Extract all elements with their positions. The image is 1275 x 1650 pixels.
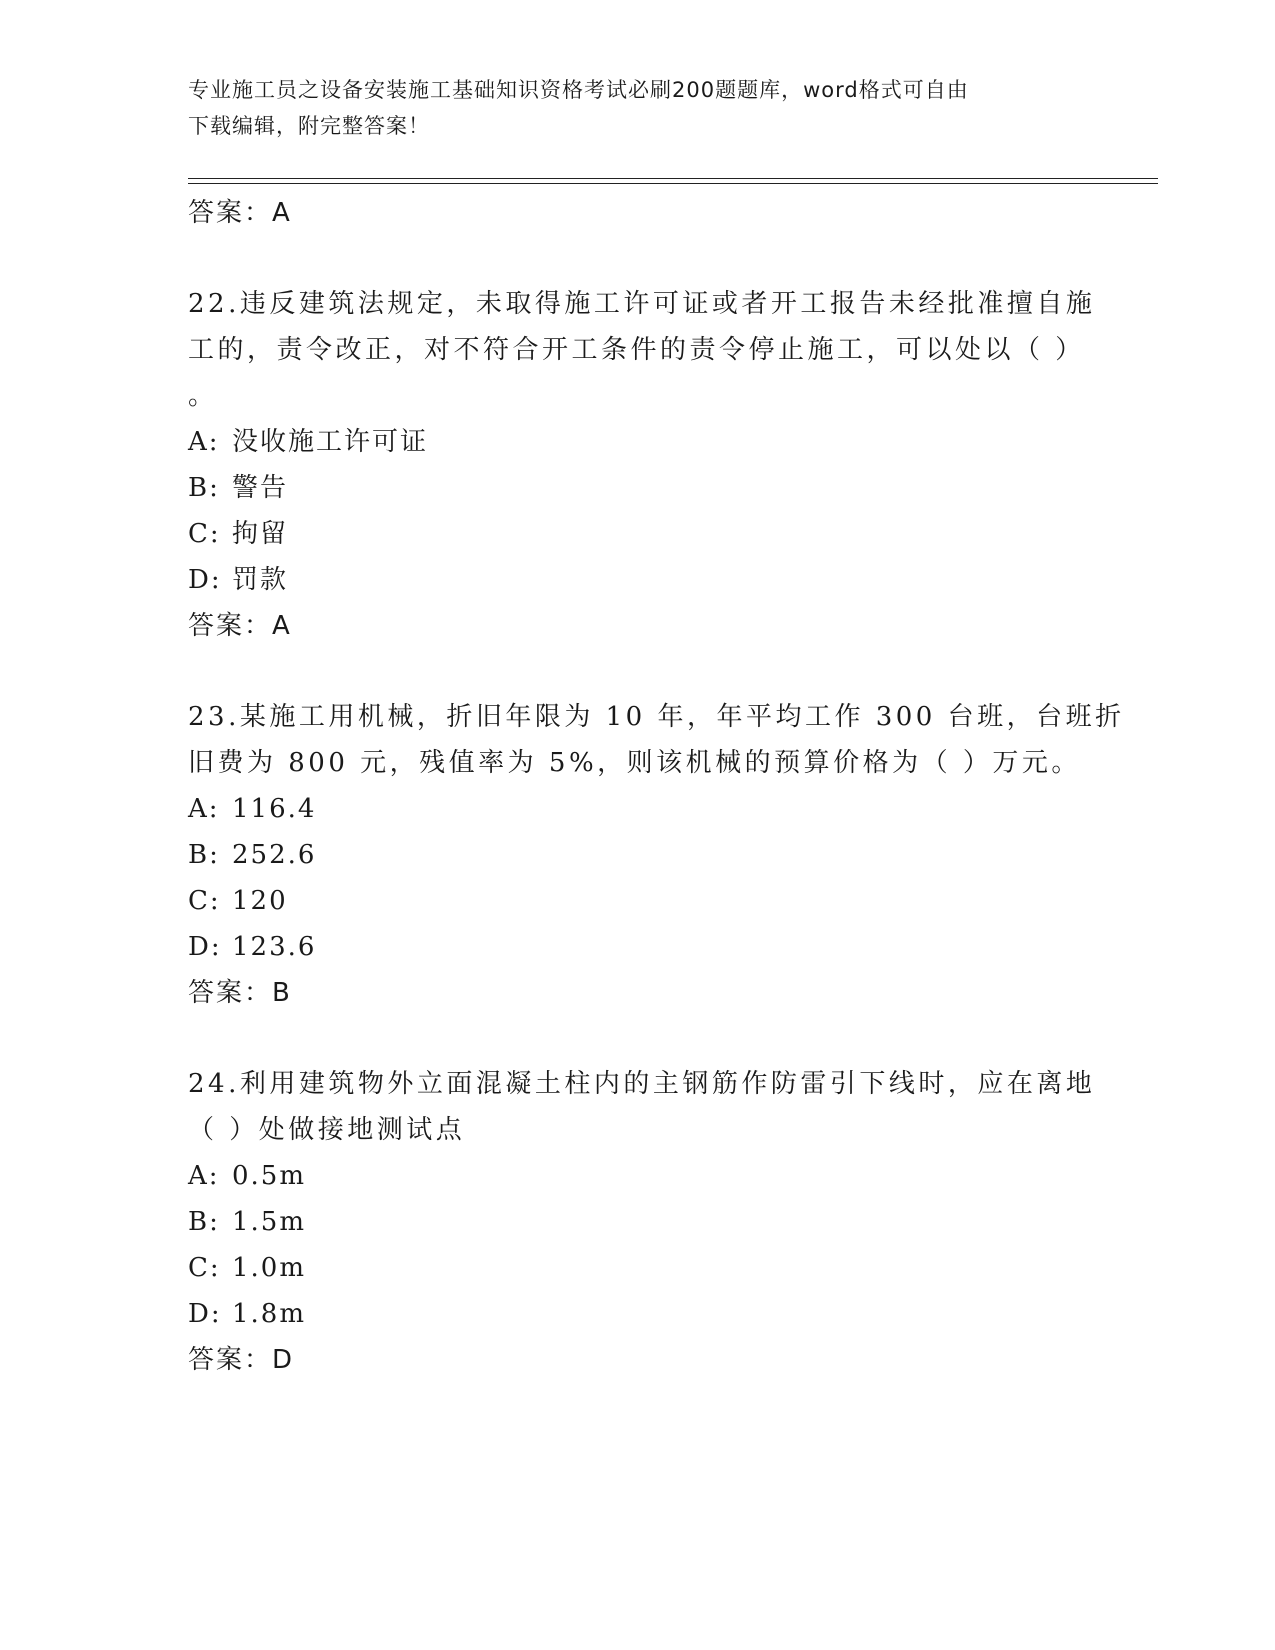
option-label: C: [188,886,221,916]
option-label: A: [188,427,220,457]
option-text: 1.8m [232,1299,307,1329]
option-label: B: [188,473,220,503]
header-divider-bottom [188,183,1158,184]
option-text: 120 [232,886,288,916]
answer-line: 答案：D [188,1345,295,1375]
header-title-line-2: 下载编辑，附完整答案！ [188,114,430,138]
answer-line: 答案：B [188,978,292,1008]
question-stem-line: 。 [188,381,218,411]
question-stem-line: 旧费为 800 元，残值率为 5%，则该机械的预算价格为（ ）万元。 [188,748,1081,778]
option-b [188,832,1088,878]
question-23 [188,694,1125,1016]
option-d [188,1291,1088,1337]
option-label: C: [188,519,221,549]
option-c [188,878,1088,924]
question-stem-line: 23.某施工用机械，折旧年限为 10 年，年平均工作 300 台班，台班折 [188,702,1125,732]
option-label: D: [188,932,222,962]
option-text: 罚款 [232,565,289,595]
option-label: C: [188,1253,221,1283]
option-label: D: [188,1299,222,1329]
option-b [188,1199,1088,1245]
previous-answer: 答案：A [188,198,292,228]
option-text: 116.4 [232,794,317,824]
answer-line: 答案：A [188,611,292,641]
option-text: 拘留 [232,519,289,549]
option-label: A: [188,1161,220,1191]
option-a [188,1153,1088,1199]
question-list [188,190,1125,1383]
option-a [188,419,1088,465]
option-label: B: [188,840,220,870]
option-label: B: [188,1207,220,1237]
page-header [188,72,1088,144]
option-text: 252.6 [232,840,317,870]
option-text: 123.6 [232,932,317,962]
option-text: 警告 [232,473,289,503]
option-text: 1.0m [232,1253,307,1283]
option-text: 没收施工许可证 [232,427,429,457]
option-label: A: [188,794,220,824]
question-stem-line: 22.违反建筑法规定，未取得施工许可证或者开工报告未经批准擅自施 [188,289,1096,319]
question-24 [188,1061,1096,1383]
option-d [188,557,1088,603]
option-c [188,1245,1088,1291]
header-divider-top [188,178,1158,179]
option-b [188,465,1088,511]
question-stem-line: （ ）处做接地测试点 [188,1115,466,1145]
question-stem-line: 24.利用建筑物外立面混凝土柱内的主钢筋作防雷引下线时，应在离地 [188,1069,1096,1099]
option-a [188,786,1088,832]
option-d [188,924,1088,970]
question-stem-line: 工的，责令改正，对不符合开工条件的责令停止施工，可以处以（ ） [188,335,1085,365]
option-label: D: [188,565,222,595]
question-22 [188,281,1096,649]
option-c [188,511,1088,557]
option-text: 0.5m [232,1161,307,1191]
header-title-line-1: 专业施工员之设备安装施工基础知识资格考试必刷200题题库，word格式可自由 [188,78,969,102]
option-text: 1.5m [232,1207,307,1237]
